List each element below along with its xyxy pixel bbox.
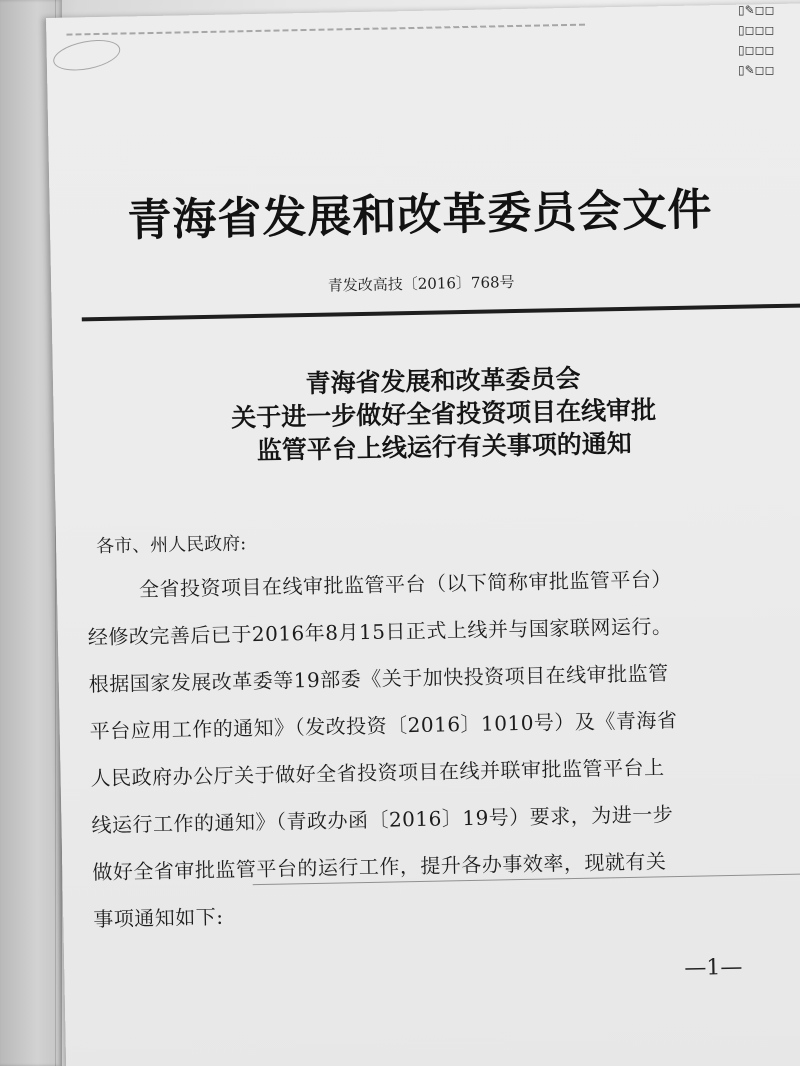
notice-title-line: 关于进一步做好全省投资项目在线审批 bbox=[230, 395, 657, 433]
body-line: 平台应用工作的通知》（发改投资〔2016〕1010号）及《青海省 bbox=[89, 708, 678, 744]
addressee: 各市、州人民政府: bbox=[95, 533, 247, 558]
body-line: 线运行工作的通知》（青政办函〔2016〕19号）要求，为进一步 bbox=[91, 802, 674, 838]
notice-title-line: 监管平台上线运行有关事项的通知 bbox=[256, 428, 633, 466]
body-line: 事项通知如下: bbox=[93, 904, 224, 932]
page-number: —1— bbox=[684, 954, 743, 981]
document-header-title: 青海省发展和改革委员会文件 bbox=[126, 184, 713, 247]
clip-tab-icon: ▯◻◻◻ bbox=[738, 23, 775, 37]
body-line: 人民政府办公厅关于做好全省投资项目在线并联审批监管平台上 bbox=[90, 755, 665, 791]
document-number: 青发改高技〔2016〕768号 bbox=[327, 273, 515, 295]
body-text bbox=[87, 554, 794, 943]
clip-tabs bbox=[738, 0, 800, 90]
document-page bbox=[46, 3, 800, 1066]
notice-title-line: 青海省发展和改革委员会 bbox=[305, 363, 581, 399]
handwritten-circle-mark bbox=[51, 35, 123, 76]
body-line: 全省投资项目在线审批监管平台（以下简称审批监管平台） bbox=[138, 567, 673, 602]
clip-tab-icon: ▯✎◻◻ bbox=[738, 3, 775, 17]
notice-title bbox=[113, 358, 775, 470]
clip-tab-icon: ▯◻◻◻ bbox=[738, 43, 775, 57]
top-dashed-rule bbox=[66, 24, 586, 36]
body-line: 根据国家发展改革委等19部委《关于加快投资项目在线审批监管 bbox=[88, 661, 669, 697]
body-line: 经修改完善后已于2016年8月15日正式上线并与国家联网运行。 bbox=[87, 614, 673, 650]
clip-tab-icon: ▯✎◻◻ bbox=[738, 63, 775, 77]
body-line: 做好全省审批监管平台的运行工作，提升各办事效率，现就有关 bbox=[92, 849, 667, 885]
header-divider bbox=[82, 304, 800, 322]
